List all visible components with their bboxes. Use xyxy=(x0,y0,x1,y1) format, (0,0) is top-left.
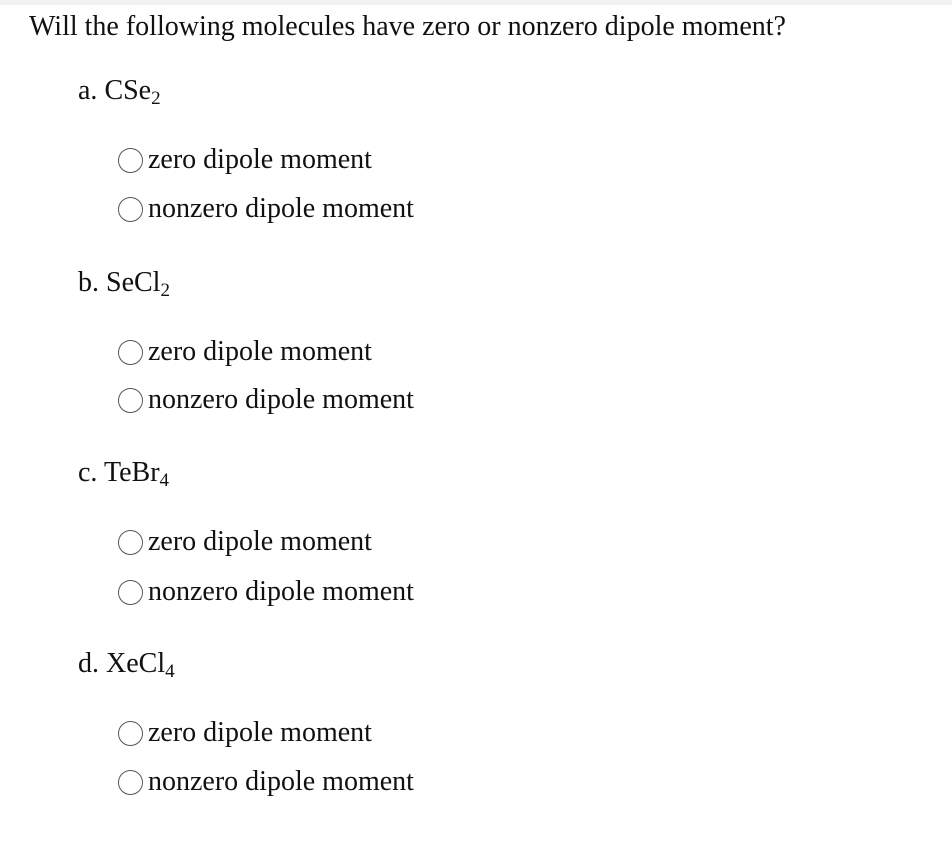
radio-button[interactable] xyxy=(118,197,143,222)
part-letter: b. xyxy=(78,267,99,298)
part-a-nonzero-option[interactable] xyxy=(118,192,414,226)
question-title: Will the following molecules have zero or nonzero dipole moment? xyxy=(29,11,786,42)
part-letter: c. xyxy=(78,457,98,488)
molecule-formula: CSe xyxy=(104,75,152,106)
part-a-label xyxy=(78,74,161,108)
formula-subscript: 2 xyxy=(160,280,170,301)
part-a-zero-option[interactable] xyxy=(118,143,372,177)
radio-button[interactable] xyxy=(118,770,143,795)
part-d-label xyxy=(78,647,175,681)
radio-button[interactable] xyxy=(118,721,143,746)
molecule-formula: TeBr xyxy=(103,457,160,488)
option-label[interactable]: nonzero dipole moment xyxy=(148,384,414,415)
part-letter: a. xyxy=(78,75,98,106)
part-c-nonzero-option[interactable] xyxy=(118,575,414,609)
part-d-nonzero-option[interactable] xyxy=(118,765,414,799)
part-b-zero-option[interactable] xyxy=(118,335,372,369)
formula-subscript: 2 xyxy=(151,88,161,109)
option-label[interactable]: zero dipole moment xyxy=(148,144,372,175)
option-label[interactable]: zero dipole moment xyxy=(148,717,372,748)
part-d-zero-option[interactable] xyxy=(118,716,372,750)
option-label[interactable]: zero dipole moment xyxy=(148,526,372,557)
radio-button[interactable] xyxy=(118,530,143,555)
radio-button[interactable] xyxy=(118,388,143,413)
option-label[interactable]: nonzero dipole moment xyxy=(148,193,414,224)
part-letter: d. xyxy=(78,648,99,679)
part-b-label xyxy=(78,266,170,300)
top-divider xyxy=(0,0,952,5)
part-b-nonzero-option[interactable] xyxy=(118,383,414,417)
part-c-label xyxy=(78,456,169,490)
molecule-formula: XeCl xyxy=(106,648,166,679)
option-label[interactable]: nonzero dipole moment xyxy=(148,576,414,607)
radio-button[interactable] xyxy=(118,340,143,365)
part-c-zero-option[interactable] xyxy=(118,525,372,559)
radio-button[interactable] xyxy=(118,148,143,173)
option-label[interactable]: zero dipole moment xyxy=(148,336,372,367)
radio-button[interactable] xyxy=(118,580,143,605)
formula-subscript: 4 xyxy=(165,661,175,682)
option-label[interactable]: nonzero dipole moment xyxy=(148,766,414,797)
molecule-formula: SeCl xyxy=(106,267,161,298)
formula-subscript: 4 xyxy=(159,470,170,491)
